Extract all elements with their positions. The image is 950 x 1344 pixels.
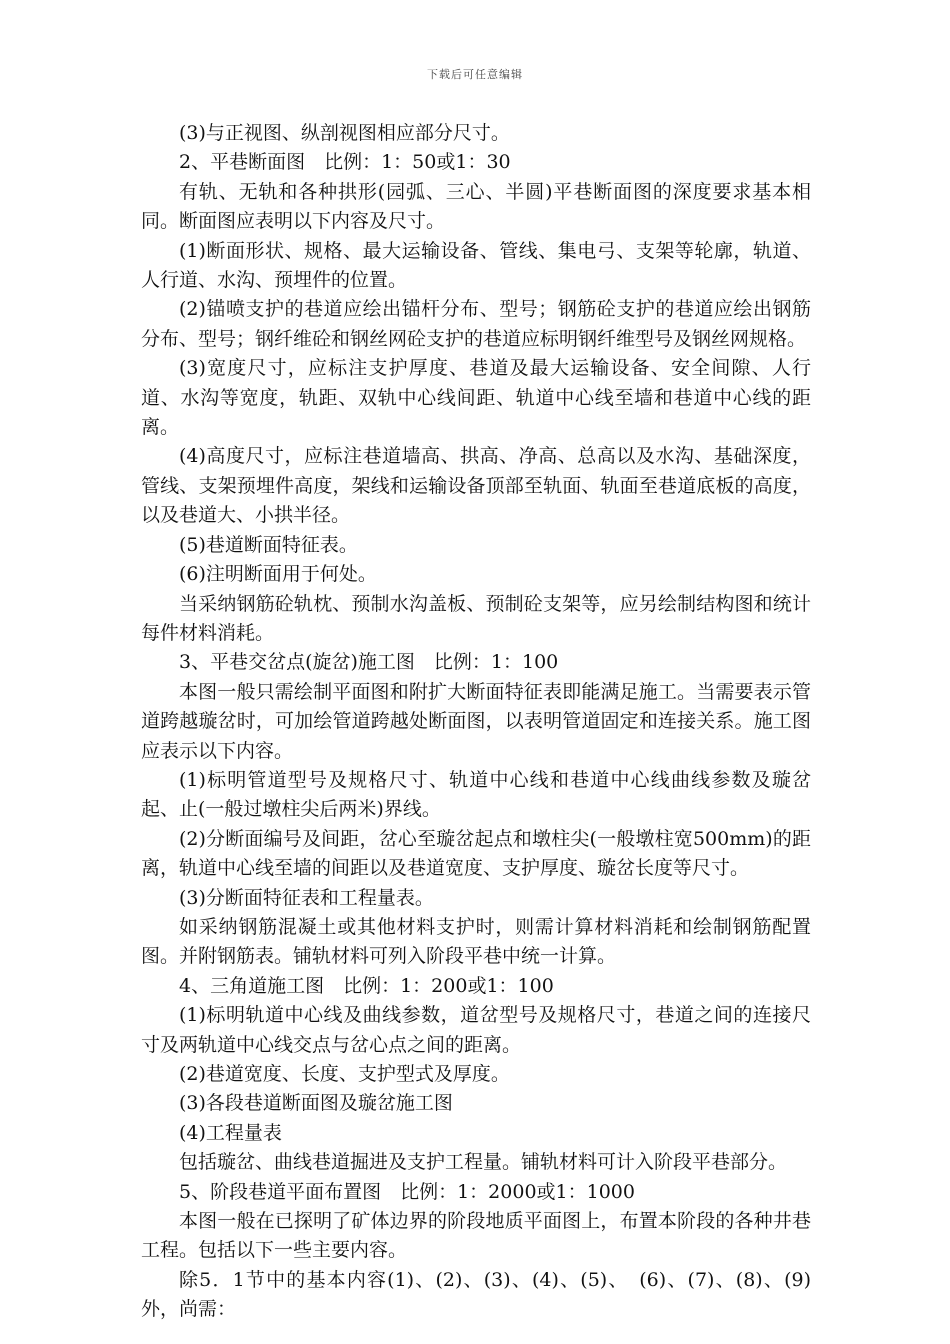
paragraph: 如采纳钢筋混凝土或其他材料支护时，则需计算材料消耗和绘制钢筋配置图。并附钢筋表。铺轨材料可列入阶段平巷中统一计算。 <box>141 915 811 968</box>
page-header-note: 下载后可任意编辑 <box>427 68 523 81</box>
paragraph: (3)分断面特征表和工程量表。 <box>179 886 434 909</box>
section-heading: 3、平巷交岔点(旋岔)施工图 比例：1：100 <box>179 651 559 674</box>
paragraph: (3)与正视图、纵剖视图相应部分尺寸。 <box>179 122 510 144</box>
paragraph: (1)标明轨道中心线及曲线参数，道岔型号及规格尺寸，巷道之间的连接尺寸及两轨道中心线交点与岔心点之间的距离。 <box>141 1004 811 1056</box>
paragraph: (4)高度尺寸，应标注巷道墙高、拱高、净高、总高以及水沟、基础深度，管线、支架预埋件高度，架线和运输设备顶部至轨面、轨面至巷道底板的高度，以及巷道大、小拱半径。 <box>141 445 811 527</box>
paragraph: (1)断面形状、规格、最大运输设备、管线、集电弓、支架等轮廓，轨道、人行道、水沟、预埋件的位置。 <box>141 239 811 292</box>
document-body <box>141 119 811 1325</box>
paragraph: 有轨、无轨和各种拱形(园弧、三心、半圆)平巷断面图的深度要求基本相同。断面图应表明以下内容及尺寸。 <box>141 180 811 233</box>
paragraph: (1)标明管道型号及规格尺寸、轨道中心线和巷道中心线曲线参数及璇岔起、止(一般过墩柱尖后两米)界线。 <box>141 768 811 821</box>
paragraph: (3)宽度尺寸，应标注支护厚度、巷道及最大运输设备、安全间隙、人行道、水沟等宽度，轨距、双轨中心线间距、轨道中心线至墙和巷道中心线的距离。 <box>141 357 811 439</box>
paragraph: (6)注明断面用于何处。 <box>179 563 377 586</box>
paragraph: 本图一般只需绘制平面图和附扩大断面特征表即能满足施工。当需要表示管道跨越璇岔时，可加绘管道跨越处断面图，以表明管道固定和连接关系。施工图应表示以下内容。 <box>141 680 811 762</box>
paragraph: (3)各段巷道断面图及璇岔施工图 <box>179 1092 453 1115</box>
paragraph: (2)巷道宽度、长度、支护型式及厚度。 <box>179 1063 510 1085</box>
paragraph: 除5．1节中的基本内容(1)、(2)、(3)、(4)、(5)、 (6)、(7)、(8)、(9)外，尚需： <box>141 1268 811 1321</box>
paragraph: (2)分断面编号及间距，岔心至璇岔起点和墩柱尖(一般墩柱宽500mm)的距离，轨道中心线至墙的间距以及巷道宽度、支护厚度、璇岔长度等尺寸。 <box>141 827 811 880</box>
paragraph: (2)锚喷支护的巷道应绘出锚杆分布、型号；钢筋砼支护的巷道应绘出钢筋分布、型号；钢纤维砼和钢丝网砼支护的巷道应标明钢纤维型号及钢丝网规格。 <box>141 298 811 350</box>
paragraph: 当采纳钢筋砼轨枕、预制水沟盖板、预制砼支架等，应另绘制结构图和统计每件材料消耗。 <box>141 592 811 644</box>
paragraph: (5)巷道断面特征表。 <box>179 533 358 556</box>
section-heading: 2、平巷断面图 比例：1：50或1：30 <box>179 151 511 174</box>
paragraph: 本图一般在已探明了矿体边界的阶段地质平面图上，布置本阶段的各种井巷工程。包括以下一些主要内容。 <box>141 1210 811 1262</box>
section-heading: 4、三角道施工图 比例：1：200或1：100 <box>179 974 554 997</box>
paragraph: 包括璇岔、曲线巷道掘进及支护工程量。铺轨材料可计入阶段平巷部分。 <box>179 1151 788 1174</box>
paragraph: (4)工程量表 <box>179 1121 282 1144</box>
section-heading: 5、阶段巷道平面布置图 比例：1：2000或1：1000 <box>179 1180 635 1203</box>
